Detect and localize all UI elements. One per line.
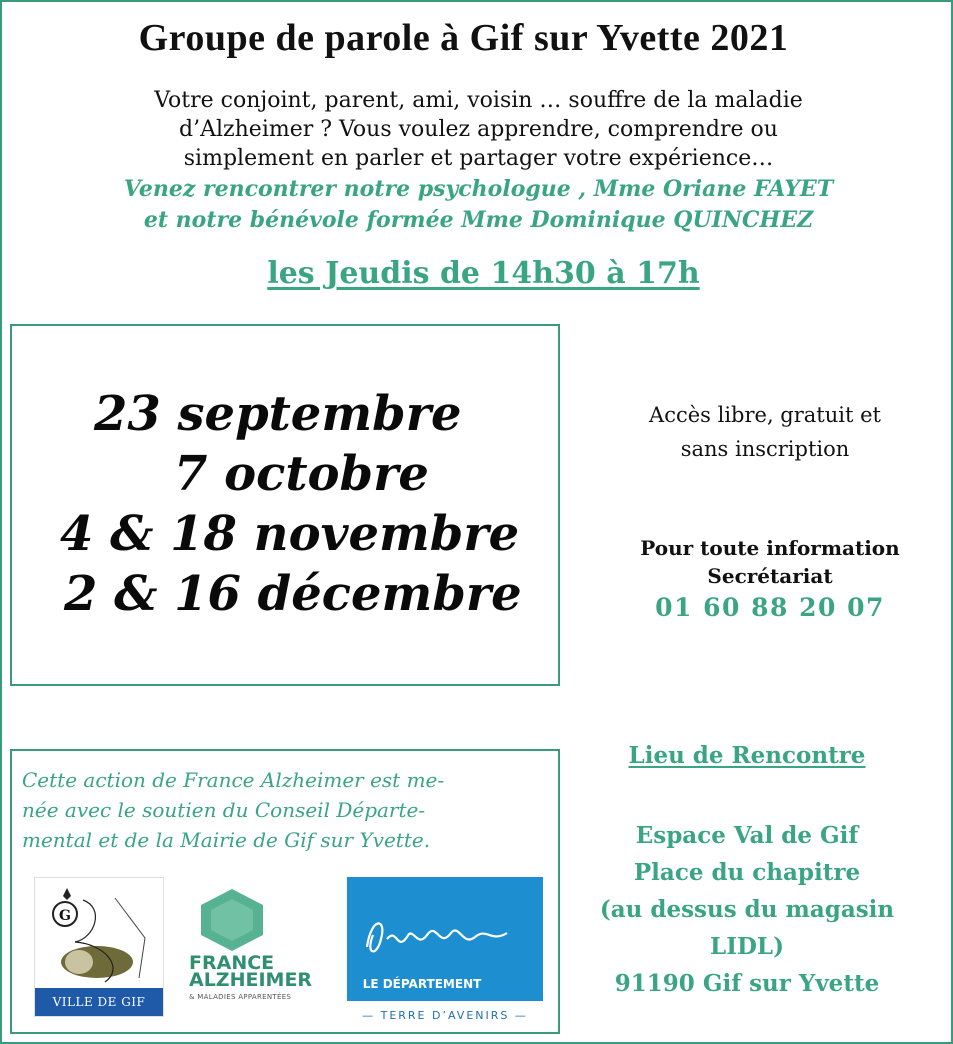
essonne-departement: LE DÉPARTEMENT [362, 977, 482, 991]
fa-line: ALZHEIMER [189, 969, 313, 991]
venue-line: LIDL) [710, 933, 784, 960]
intro-text [32, 86, 925, 173]
support-line: mental et de la Mairie de Gif sur Yvette. [22, 828, 431, 852]
speakers-line: Venez rencontrer notre psychologue , Mme Oriane FAYET [123, 176, 834, 202]
intro-line: d’Alzheimer ? Vous voulez apprendre, comprendre ou [179, 117, 778, 142]
essonne-tagline: — TERRE D’AVENIRS — [362, 1009, 528, 1022]
france-alzheimer-subtitle: & MALADIES APPARENTÉES [189, 993, 292, 1001]
contact-line: Pour toute information [640, 536, 900, 560]
essonne-blue-block [347, 877, 543, 1001]
date-item: 2 & 16 décembre [64, 566, 522, 622]
access-info [600, 398, 930, 466]
france-alzheimer-name [189, 952, 334, 991]
phone-number: 01 60 88 20 07 [655, 593, 885, 622]
contact-secretariat: Secrétariat [707, 564, 833, 588]
venue-heading: Lieu de Rencontre [628, 742, 866, 769]
intro-line: simplement en parler et partager votre expérience… [183, 146, 774, 171]
svg-text:G: G [59, 908, 71, 924]
date-item: 4 & 18 novembre [60, 506, 520, 562]
support-line: Cette action de France Alzheimer est me- [22, 768, 445, 792]
date-item: 23 septembre [94, 386, 462, 442]
venue-line: 91190 Gif sur Yvette [614, 970, 880, 997]
support-text [22, 765, 542, 855]
ville-de-gif-label: VILLE DE GIF [35, 988, 163, 1016]
essonne-logo [347, 877, 543, 1025]
schedule-heading: les Jeudis de 14h30 à 17h [267, 256, 700, 291]
fa-line: FRANCE [189, 952, 275, 974]
venue-line: (au dessus du magasin [599, 896, 895, 923]
speakers-line: et notre bénévole formée Mme Dominique QUINCHEZ [143, 207, 814, 233]
access-line: sans inscription [680, 437, 850, 461]
contact-info [600, 534, 940, 590]
support-line: née avec le soutien du Conseil Départe- [22, 798, 426, 822]
venue-address [567, 817, 927, 1002]
intro-line: Votre conjoint, parent, ami, voisin … souffre de la maladie [154, 88, 803, 113]
support-box [10, 749, 560, 1034]
hexagon-icon [197, 887, 267, 953]
date-item: 7 octobre [174, 446, 429, 502]
ville-de-gif-emblem-icon [35, 878, 165, 990]
ville-de-gif-logo [34, 877, 164, 1017]
page-title: Groupe de parole à Gif sur Yvette 2021 [138, 17, 789, 59]
venue-line: Place du chapitre [633, 859, 861, 886]
france-alzheimer-logo [187, 887, 332, 1012]
venue-line: Espace Val de Gif [635, 822, 859, 849]
speakers-text [22, 174, 935, 236]
dates-box [10, 324, 560, 686]
access-line: Accès libre, gratuit et [649, 403, 881, 427]
